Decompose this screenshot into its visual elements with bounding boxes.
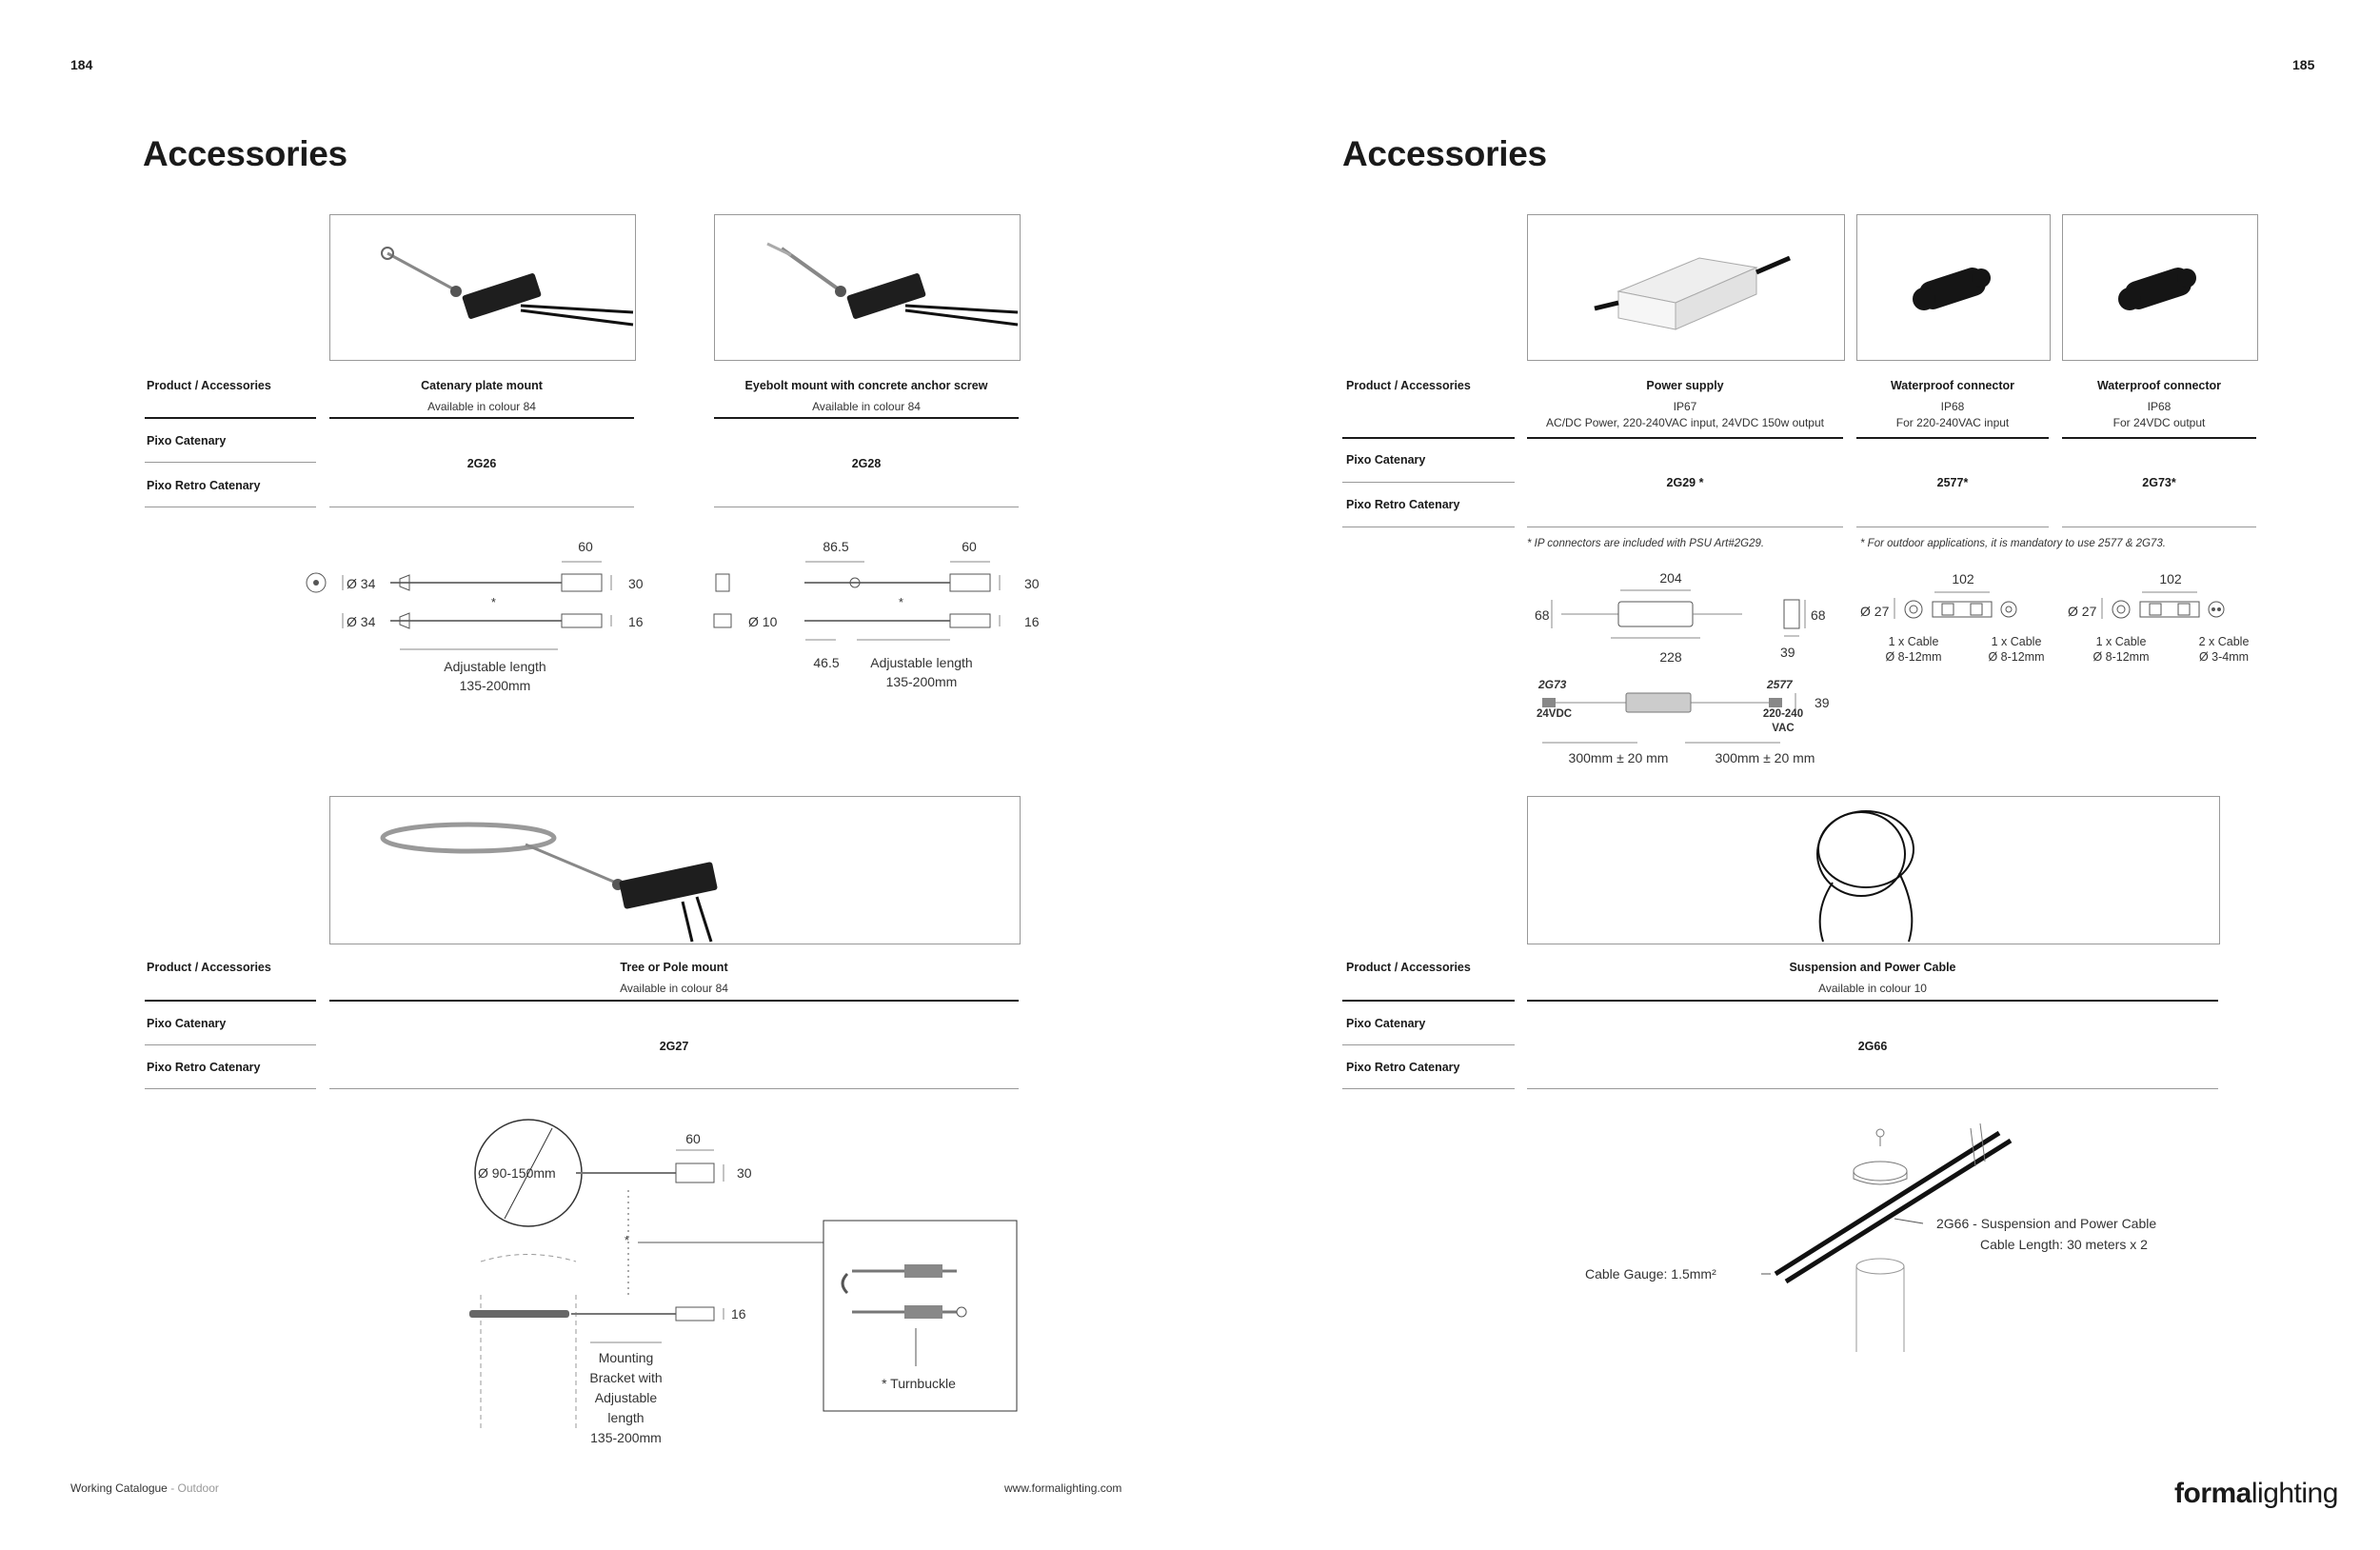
- page-number-left: 184: [70, 57, 93, 72]
- row-label-pixo-catenary: Pixo Catenary: [147, 434, 227, 447]
- dim-label: 135-200mm: [590, 1430, 662, 1445]
- dim-label: Ø 27: [1860, 604, 1890, 619]
- dim-label: 24VDC: [1537, 708, 1573, 720]
- dim-label: Ø 8-12mm: [1885, 650, 1942, 664]
- power-supply-image: [1527, 214, 1845, 361]
- dim-label: Ø 8-12mm: [2092, 650, 2150, 664]
- divider: [145, 1044, 316, 1045]
- right-page-title: Accessories: [1342, 134, 1547, 173]
- product-spec: AC/DC Power, 220-240VAC input, 24VDC 150w output: [1546, 416, 1824, 429]
- dim-label: 68: [1535, 607, 1550, 623]
- dimension-drawing-2g29: [1523, 562, 1847, 771]
- product-colour: Available in colour 84: [620, 982, 728, 995]
- product-name: Catenary plate mount: [421, 379, 543, 392]
- row-label-product-accessories: Product / Accessories: [147, 961, 271, 974]
- dim-label: 204: [1659, 570, 1682, 586]
- dim-label: 220-240: [1762, 708, 1804, 720]
- dim-label: Ø 27: [2068, 604, 2097, 619]
- product-spec: For 24VDC output: [2112, 416, 2206, 429]
- dim-label: Ø 8-12mm: [1988, 650, 2045, 664]
- row-label-pixo-catenary: Pixo Catenary: [147, 1017, 227, 1030]
- divider: [145, 1000, 316, 1002]
- waterproof-connector-image: [2062, 214, 2258, 361]
- tree-pole-mount-image: [329, 796, 1021, 944]
- dim-label: 2G73: [1538, 678, 1567, 691]
- dim-label: 300mm ± 20 mm: [1568, 750, 1669, 765]
- divider: [329, 417, 634, 419]
- waterproof-connector-image: [1856, 214, 2051, 361]
- footer-catalogue: [70, 1481, 219, 1495]
- logo-bold: forma: [2174, 1478, 2251, 1509]
- footer-catalogue-name: Working Catalogue: [70, 1481, 168, 1495]
- logo-light: lighting: [2251, 1478, 2338, 1509]
- product-name: Power supply: [1646, 379, 1724, 392]
- dim-label: Adjustable length: [444, 659, 546, 674]
- dim-label: Ø 34: [347, 576, 376, 591]
- left-page-title: Accessories: [143, 134, 347, 173]
- dim-label: 1 x Cable: [2095, 635, 2147, 648]
- footnote-psu: * IP connectors are included with PSU Art#2G29.: [1527, 538, 1765, 549]
- dim-label: 135-200mm: [459, 678, 531, 693]
- dim-label: 2 x Cable: [2198, 635, 2250, 648]
- dim-label: 60: [962, 539, 977, 554]
- dim-label: 86.5: [823, 539, 849, 554]
- row-label-pixo-retro-catenary: Pixo Retro Catenary: [147, 1061, 261, 1074]
- dim-label: Ø 3-4mm: [2198, 650, 2250, 664]
- dim-label: 135-200mm: [885, 674, 958, 689]
- dim-label: Ø 34: [347, 614, 376, 629]
- dim-label: 60: [578, 539, 593, 554]
- product-name: Eyebolt mount with concrete anchor screw: [744, 379, 988, 392]
- page-number-right: 185: [2292, 57, 2315, 72]
- product-ip: IP68: [2147, 400, 2172, 413]
- divider: [145, 417, 316, 419]
- row-label-pixo-retro-catenary: Pixo Retro Catenary: [147, 479, 261, 492]
- divider: [1342, 1088, 1515, 1089]
- eyebolt-mount-image: [714, 214, 1021, 361]
- divider: [329, 1088, 1019, 1089]
- product-code: 2G66: [1857, 1040, 1888, 1053]
- product-name: Tree or Pole mount: [620, 961, 728, 974]
- product-code: 2G27: [659, 1040, 689, 1053]
- product-name: Waterproof connector: [2096, 379, 2222, 392]
- product-code: 2G28: [851, 457, 882, 470]
- divider: [714, 417, 1019, 419]
- dim-label: Adjustable length: [870, 655, 973, 670]
- suspension-cable-image: [1527, 796, 2220, 944]
- dim-label: Ø 90-150mm: [478, 1165, 556, 1181]
- product-spec: For 220-240VAC input: [1895, 416, 2010, 429]
- dim-label: 2577: [1767, 678, 1793, 691]
- dim-label: 16: [1024, 614, 1040, 629]
- footer-url[interactable]: www.formalighting.com: [1004, 1481, 1122, 1495]
- cable-gauge-label: Cable Gauge: 1.5mm²: [1585, 1266, 1716, 1282]
- divider: [1527, 1000, 2218, 1002]
- divider: [1342, 1000, 1515, 1002]
- product-colour: Available in colour 84: [812, 400, 921, 413]
- footer-section: Outdoor: [177, 1481, 219, 1495]
- dim-label: *: [899, 596, 903, 609]
- row-label-pixo-catenary: Pixo Catenary: [1346, 1017, 1426, 1030]
- product-colour: Available in colour 10: [1818, 982, 1927, 995]
- turnbuckle-label: * Turnbuckle: [882, 1376, 956, 1391]
- product-code: 2G29 *: [1666, 476, 1704, 489]
- product-ip: IP67: [1673, 400, 1697, 413]
- dim-label: Mounting: [598, 1350, 654, 1365]
- cable-length-label: Cable Length: 30 meters x 2: [1980, 1237, 2148, 1252]
- dim-label: VAC: [1772, 723, 1795, 734]
- divider: [145, 1088, 316, 1089]
- dim-label: *: [625, 1234, 629, 1247]
- product-ip: IP68: [1940, 400, 1965, 413]
- dim-label: 1 x Cable: [1888, 635, 1939, 648]
- dim-label: Adjustable: [594, 1390, 658, 1405]
- divider: [145, 462, 316, 463]
- divider: [1342, 1044, 1515, 1045]
- row-label-product-accessories: Product / Accessories: [1346, 379, 1471, 392]
- divider: [2062, 437, 2256, 439]
- dim-label: 68: [1811, 607, 1826, 623]
- product-name: Waterproof connector: [1890, 379, 2015, 392]
- brand-logo: [2174, 1478, 2338, 1510]
- divider: [1342, 437, 1515, 439]
- divider: [1856, 437, 2049, 439]
- dim-label: 39: [1780, 645, 1795, 660]
- cable-label: 2G66 - Suspension and Power Cable: [1936, 1216, 2157, 1231]
- divider: [1527, 1088, 2218, 1089]
- product-code: 2G26: [466, 457, 497, 470]
- product-code: 2577*: [1936, 476, 1969, 489]
- dim-label: 300mm ± 20 mm: [1715, 750, 1815, 765]
- row-label-pixo-retro-catenary: Pixo Retro Catenary: [1346, 1061, 1460, 1074]
- dim-label: 30: [1024, 576, 1040, 591]
- dim-label: length: [607, 1410, 645, 1425]
- dim-label: *: [491, 596, 496, 609]
- divider: [1342, 482, 1515, 483]
- dim-label: 46.5: [813, 655, 840, 670]
- dim-label: 102: [1952, 571, 1974, 586]
- dim-label: Ø 10: [748, 614, 778, 629]
- dim-label: 16: [628, 614, 644, 629]
- row-label-product-accessories: Product / Accessories: [1346, 961, 1471, 974]
- product-colour: Available in colour 84: [427, 400, 536, 413]
- dim-label: 39: [1815, 695, 1830, 710]
- catenary-plate-mount-image: [329, 214, 636, 361]
- dim-label: 30: [737, 1165, 752, 1181]
- dim-label: 102: [2159, 571, 2182, 586]
- row-label-pixo-retro-catenary: Pixo Retro Catenary: [1346, 498, 1460, 511]
- row-label-pixo-catenary: Pixo Catenary: [1346, 453, 1426, 467]
- dim-label: Bracket with: [589, 1370, 663, 1385]
- divider: [329, 1000, 1019, 1002]
- product-code: 2G73*: [2142, 476, 2176, 489]
- divider: [1527, 437, 1843, 439]
- dim-label: 30: [628, 576, 644, 591]
- dim-label: 60: [685, 1131, 701, 1146]
- product-name: Suspension and Power Cable: [1789, 961, 1956, 974]
- dim-label: 16: [731, 1306, 746, 1321]
- dim-label: 1 x Cable: [1991, 635, 2042, 648]
- dim-label: 228: [1659, 649, 1682, 665]
- footer-separator: -: [170, 1481, 175, 1495]
- row-label-product-accessories: Product / Accessories: [147, 379, 271, 392]
- footnote-outdoor: * For outdoor applications, it is mandatory to use 2577 & 2G73.: [1860, 538, 2166, 549]
